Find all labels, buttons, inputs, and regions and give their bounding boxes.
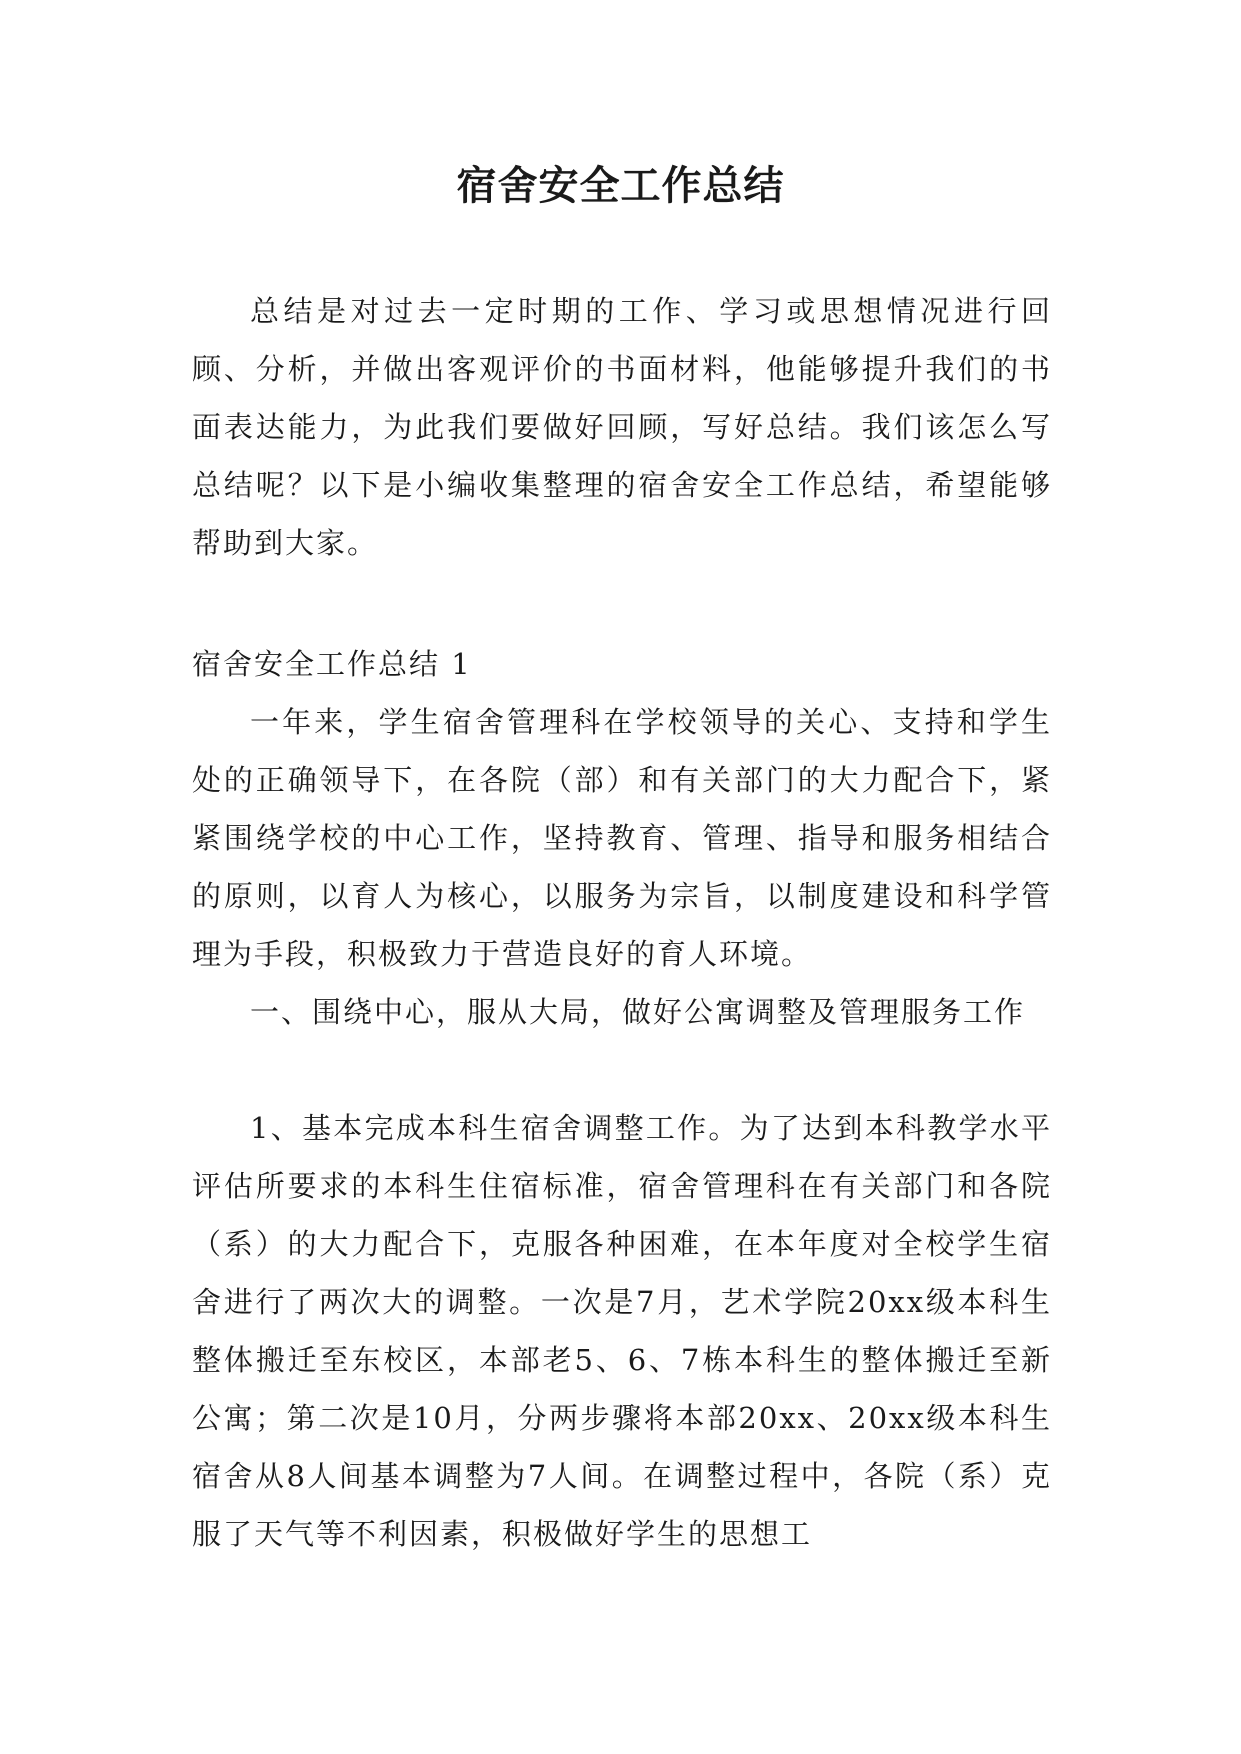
section-block — [192, 635, 1052, 1563]
body-paragraph: 一年来，学生宿舍管理科在学校领导的关心、支持和学生处的正确领导下，在各院（部）和有关部门的大力配合下，紧紧围绕学校的中心工作，坚持教育、管理、指导和服务相结合的原则，以育人为核心，以服务为宗旨，以制度建设和科学管理为手段，积极致力于营造良好的育人环境。 — [192, 705, 1052, 971]
paragraph-spacer — [192, 1041, 1052, 1099]
intro-paragraph: 总结是对过去一定时期的工作、学习或思想情况进行回顾、分析，并做出客观评价的书面材料，他能够提升我们的书面表达能力，为此我们要做好回顾，写好总结。我们该怎么写总结呢？以下是小编收集整理的宿舍安全工作总结，希望能够帮助到大家。 — [192, 294, 1052, 560]
section-heading: 宿舍安全工作总结 1 — [192, 647, 472, 681]
subsection-heading: 一、围绕中心，服从大局，做好公寓调整及管理服务工作 — [250, 995, 1026, 1029]
document-title: 宿舍安全工作总结 — [456, 163, 785, 209]
intro-block — [192, 282, 1052, 572]
body-paragraph: 1、基本完成本科生宿舍调整工作。为了达到本科教学水平评估所要求的本科生住宿标准，宿舍管理科在有关部门和各院（系）的大力配合下，克服各种困难，在本年度对全校学生宿舍进行了两次大的调整。一次是7月，艺术学院20xx级本科生整体搬迁至东校区，本部老5、6、7栋本科生的整体搬迁至新公寓；第二次是10月，分两步骤将本部20xx、20xx级本科生宿舍从8人间基本调整为7人间。在调整过程中，各院（系）克服了天气等不利因素，积极做好学生的思想工 — [192, 1111, 1052, 1551]
